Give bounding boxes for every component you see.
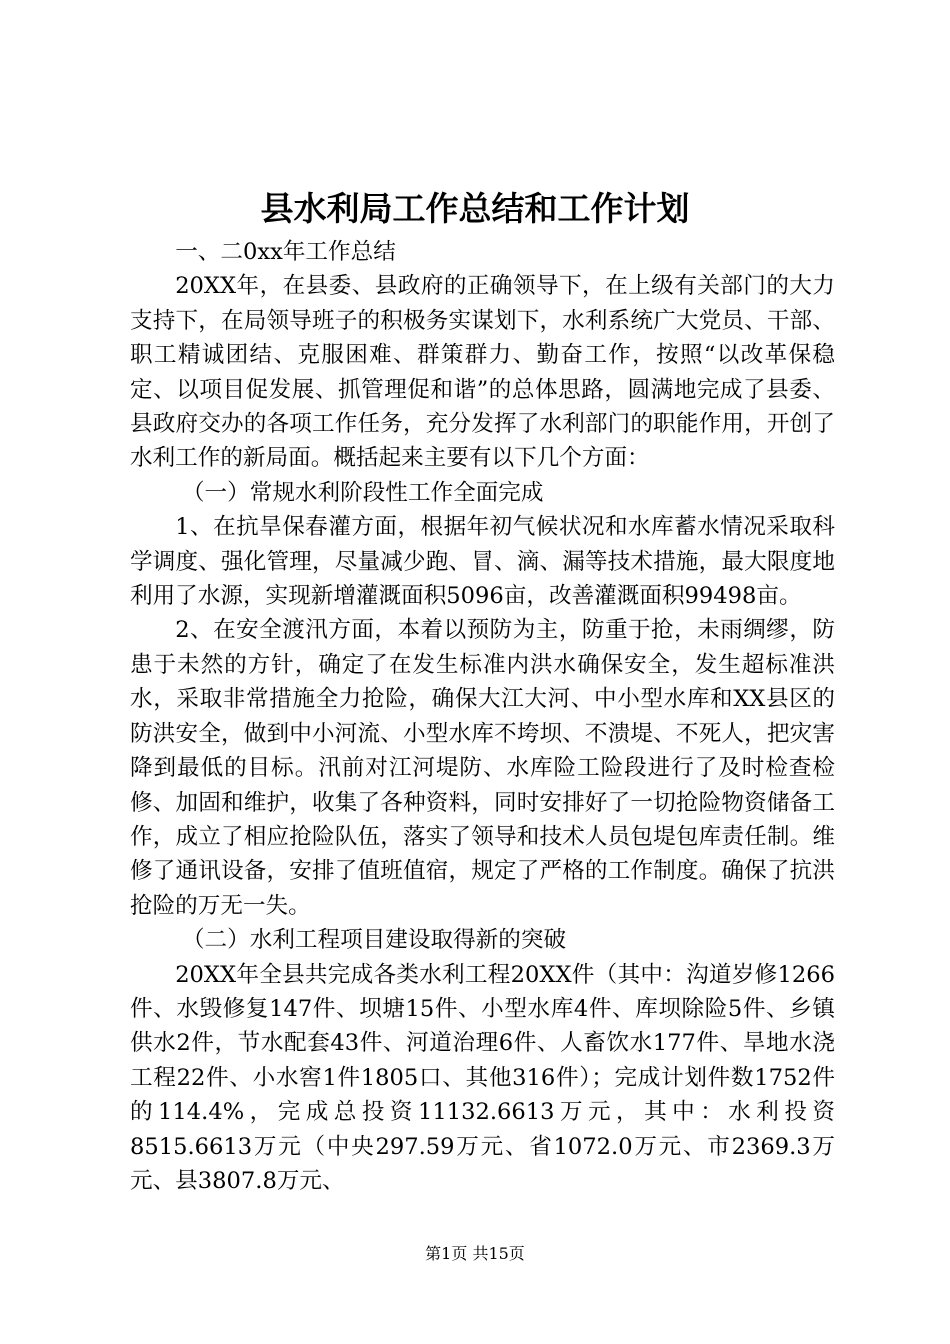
body-paragraph: 20XX年，在县委、县政府的正确领导下，在上级有关部门的大力支持下，在局领导班子的积极务实谋划下，水利系统广大党员、干部、职工精诚团结、克服困难、群策群力、勤奋工作，按照“以改革保稳定、以项目促发展、抓管理促和谐”的总体思路，圆满地完成了县委、县政府交办的各项工作任务，充分发挥了水利部门的职能作用，开创了水利工作的新局面。概括起来主要有以下几个方面： [130,273,835,472]
page-number-footer: 第1页 共15页 [425,1244,525,1263]
document-body [130,235,835,1198]
body-paragraph: 20XX年全县共完成各类水利工程20XX件（其中：沟道岁修1266件、水毁修复147件、坝塘15件、小型水库4件、库坝除险5件、乡镇供水2件，节水配套43件、河道治理6件、人畜饮水177件、旱地水浇工程22件、小水窖1件1805口、其他316件）；完成计划件数1752件的114.4%，完成总投资11132.6613万元，其中：水利投资8515.6613万元（中央297.59万元、省1072.0万元、市2369.3万元、县3807.8万元、 [130,961,835,1194]
subsection-heading: （二）水利工程项目建设取得新的突破 [181,927,567,954]
body-paragraph: 2、在安全渡汛方面，本着以预防为主，防重于抢，未雨绸缪，防患于未然的方针，确定了在发生标准内洪水确保安全，发生超标准洪水，采取非常措施全力抢险，确保大江大河、中小型水库和XX县区的防洪安全，做到中小河流、小型水库不垮坝、不溃堤、不死人，把灾害降到最低的目标。汛前对江河堤防、水库险工险段进行了及时检查检修、加固和维护，收集了各种资料，同时安排好了一切抢险物资储备工作，成立了相应抢险队伍，落实了领导和技术人员包堤包库责任制。维修了通讯设备，安排了值班值宿，规定了严格的工作制度。确保了抗洪抢险的万无一失。 [130,617,835,919]
section-heading: 一、二0xx年工作总结 [175,239,396,265]
body-paragraph: 1、在抗旱保春灌方面，根据年初气候状况和水库蓄水情况采取科学调度、强化管理，尽量减少跑、冒、滴、漏等技术措施，最大限度地利用了水源，实现新增灌溉面积5096亩，改善灌溉面积99498亩。 [130,514,835,610]
document-title: 县水利局工作总结和工作计划 [260,189,690,228]
subsection-heading: （一）常规水利阶段性工作全面完成 [181,479,544,506]
